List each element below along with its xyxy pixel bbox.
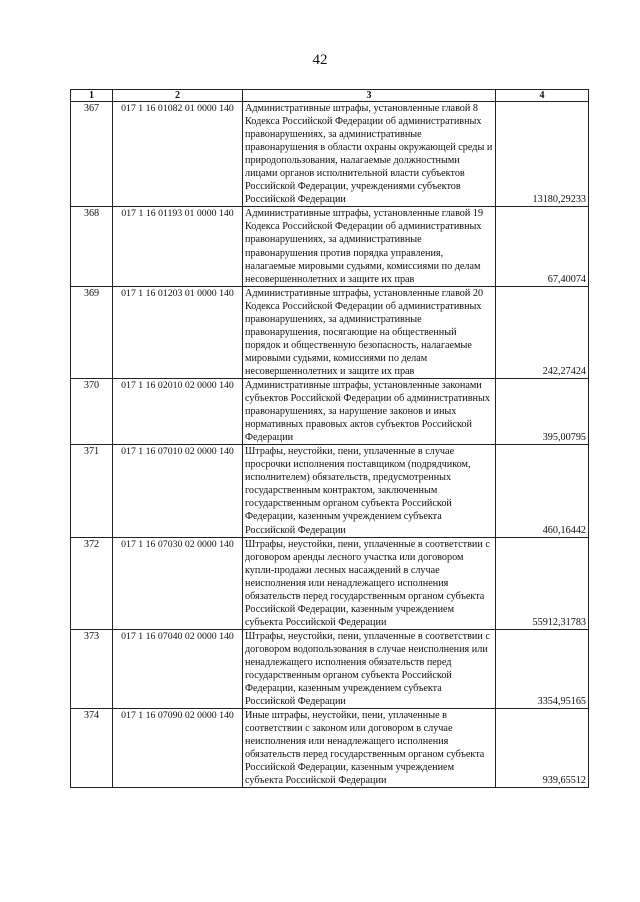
revenue-amount: 67,40074 — [496, 207, 589, 286]
revenue-amount: 3354,95165 — [496, 629, 589, 708]
row-number: 373 — [71, 629, 113, 708]
budget-code: 017 1 16 07030 02 0000 140 — [113, 537, 243, 629]
revenue-description: Административные штрафы, установленные главой 19 Кодекса Российской Федерации об административных правонарушениях, за административные правонарушения против порядка управления, налагаемые мировыми судьями, комиссиями по делам несовершеннолетних и защите их прав — [243, 207, 496, 286]
row-number: 370 — [71, 378, 113, 444]
revenue-amount: 395,00795 — [496, 378, 589, 444]
page-number: 42 — [312, 52, 328, 68]
row-number: 372 — [71, 537, 113, 629]
column-header-3: 3 — [243, 90, 496, 102]
revenue-description: Штрафы, неустойки, пени, уплаченные в соответствии с договором водопользования в случае неисполнения или ненадлежащего исполнения обязательств перед государственным органом субъекта Российской Федерации, казенным учреждением субъекта Российской Федерации — [243, 629, 496, 708]
row-number: 371 — [71, 445, 113, 537]
row-number: 368 — [71, 207, 113, 286]
revenue-description: Административные штрафы, установленные законами субъектов Российской Федерации об административных правонарушениях, за нарушение законов и иных нормативных правовых актов субъектов Российской Федерации — [243, 378, 496, 444]
budget-code: 017 1 16 01203 01 0000 140 — [113, 286, 243, 378]
row-number: 367 — [71, 102, 113, 207]
table-row — [71, 286, 589, 378]
revenue-description: Иные штрафы, неустойки, пени, уплаченные в соответствии с законом или договором в случае неисполнения или ненадлежащего исполнения обязательств перед государственным органом субъекта Российской Федерации, казенным учреждением субъекта Российской Федерации — [243, 709, 496, 788]
table-row — [71, 378, 589, 444]
revenue-description: Штрафы, неустойки, пени, уплаченные в соответствии с договором аренды лесного участка или договором купли-продажи лесных насаждений в случае неисполнения или ненадлежащего исполнения обязательств перед государственным органом субъекта Российской Федерации, казенным учреждением субъекта Российской Федерации — [243, 537, 496, 629]
budget-code: 017 1 16 07090 02 0000 140 — [113, 709, 243, 788]
table-header-row — [71, 90, 589, 102]
row-number: 374 — [71, 709, 113, 788]
table-row — [71, 207, 589, 286]
row-number: 369 — [71, 286, 113, 378]
revenue-description: Административные штрафы, установленные главой 20 Кодекса Российской Федерации об административных правонарушениях, за административные правонарушения, посягающие на общественный порядок и общественную безопасность, налагаемые мировыми судьями, комиссиями по делам несовершеннолетних и защите их прав — [243, 286, 496, 378]
budget-code: 017 1 16 02010 02 0000 140 — [113, 378, 243, 444]
budget-code: 017 1 16 01082 01 0000 140 — [113, 102, 243, 207]
table-row — [71, 445, 589, 537]
column-header-1: 1 — [71, 90, 113, 102]
budget-code: 017 1 16 01193 01 0000 140 — [113, 207, 243, 286]
revenue-description: Штрафы, неустойки, пени, уплаченные в случае просрочки исполнения поставщиком (подрядчиком, исполнителем) обязательств, предусмотренных государственным контрактом, заключенным государственным органом субъекта Российской Федерации, казенным учреждением субъекта Российской Федерации — [243, 445, 496, 537]
revenue-amount: 13180,29233 — [496, 102, 589, 207]
table-row — [71, 102, 589, 207]
budget-code: 017 1 16 07040 02 0000 140 — [113, 629, 243, 708]
table-row — [71, 537, 589, 629]
revenue-table — [70, 89, 589, 788]
revenue-amount: 55912,31783 — [496, 537, 589, 629]
column-header-2: 2 — [113, 90, 243, 102]
table-row — [71, 629, 589, 708]
table-row — [71, 709, 589, 788]
revenue-amount: 939,65512 — [496, 709, 589, 788]
revenue-amount: 460,16442 — [496, 445, 589, 537]
budget-code: 017 1 16 07010 02 0000 140 — [113, 445, 243, 537]
column-header-4: 4 — [496, 90, 589, 102]
revenue-description: Административные штрафы, установленные главой 8 Кодекса Российской Федерации об административных правонарушениях, за административные правонарушения в области охраны окружающей среды и природопользования, налагаемые должностными лицами органов исполнительной власти субъектов Российской Федерации, учреждениями субъектов Российской Федерации — [243, 102, 496, 207]
revenue-amount: 242,27424 — [496, 286, 589, 378]
